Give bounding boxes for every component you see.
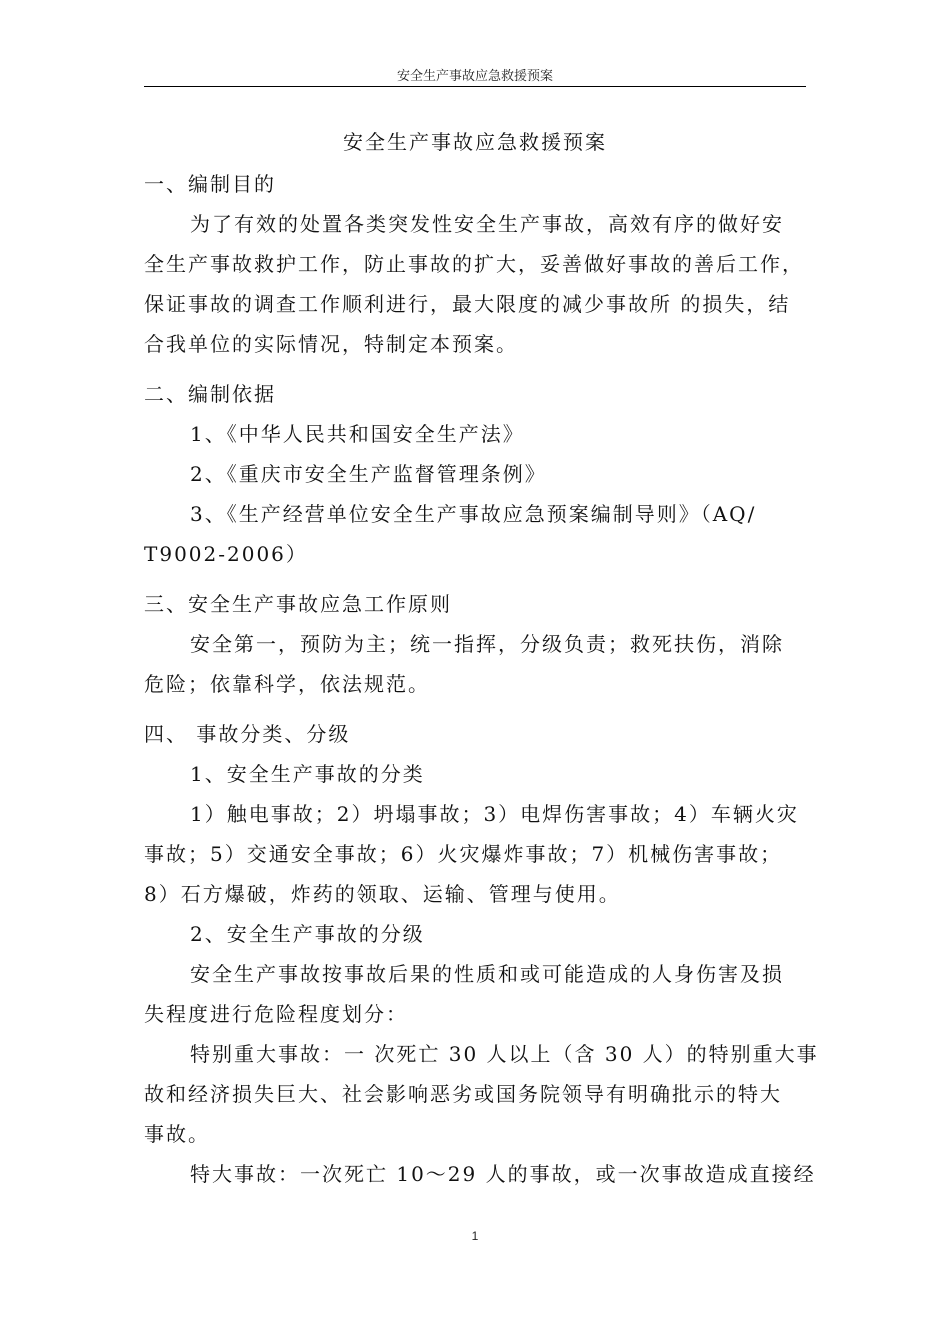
paragraph-line: 为了有效的处置各类突发性安全生产事故，高效有序的做好安 xyxy=(190,212,784,236)
paragraph-line: 8）石方爆破，炸药的领取、运输、管理与使用。 xyxy=(144,882,621,906)
running-header: 安全生产事故应急救援预案 xyxy=(396,69,553,84)
paragraph-line: 安全第一，预防为主；统一指挥，分级负责；救死扶伤，消除 xyxy=(190,632,784,656)
list-item: 3、《生产经营单位安全生产事故应急预案编制导则》（AQ/ xyxy=(190,502,757,526)
list-item: 2、《重庆市安全生产监督管理条例》 xyxy=(190,462,547,486)
paragraph-line: 安全生产事故按事故后果的性质和或可能造成的人身伤害及损 xyxy=(190,962,784,986)
paragraph-line: 合我单位的实际情况，特制定本预案。 xyxy=(144,332,518,356)
paragraph-line: 危险；依靠科学，依法规范。 xyxy=(144,672,430,696)
document-body xyxy=(144,120,819,1194)
page-number: 1 xyxy=(471,1229,479,1243)
paragraph-line: 特大事故：一次死亡 10～29 人的事故，或一次事故造成直接经 xyxy=(190,1162,816,1186)
document-title: 安全生产事故应急救援预案 xyxy=(343,130,607,154)
paragraph-line: 事故。 xyxy=(144,1122,210,1146)
paragraph-line: 1）触电事故；2）坍塌事故；3）电焊伤害事故；4）车辆火灾 xyxy=(190,802,799,826)
paragraph-line: 事故；5）交通安全事故；6）火灾爆炸事故；7）机械伤害事故； xyxy=(144,842,783,866)
list-item-continuation: T9002-2006） xyxy=(144,542,308,566)
section-heading-3: 三、安全生产事故应急工作原则 xyxy=(144,592,452,616)
subsection-heading: 1、安全生产事故的分类 xyxy=(190,762,425,786)
section-heading-2: 二、编制依据 xyxy=(144,382,276,406)
list-item: 1、《中华人民共和国安全生产法》 xyxy=(190,422,525,446)
header-rule xyxy=(144,86,806,87)
paragraph-line: 保证事故的调查工作顺利进行，最大限度的减少事故所 的损失，结 xyxy=(144,292,791,316)
section-heading-4: 四、 事故分类、分级 xyxy=(144,722,351,746)
paragraph-line: 特别重大事故：一 次死亡 30 人以上（含 30 人）的特别重大事 xyxy=(190,1042,819,1066)
paragraph-line: 故和经济损失巨大、社会影响恶劣或国务院领导有明确批示的特大 xyxy=(144,1082,782,1106)
paragraph-line: 全生产事故救护工作，防止事故的扩大，妥善做好事故的善后工作， xyxy=(144,252,804,276)
paragraph-line: 失程度进行危险程度划分： xyxy=(144,1002,408,1026)
subsection-heading: 2、安全生产事故的分级 xyxy=(190,922,425,946)
section-heading-1: 一、编制目的 xyxy=(144,172,276,196)
